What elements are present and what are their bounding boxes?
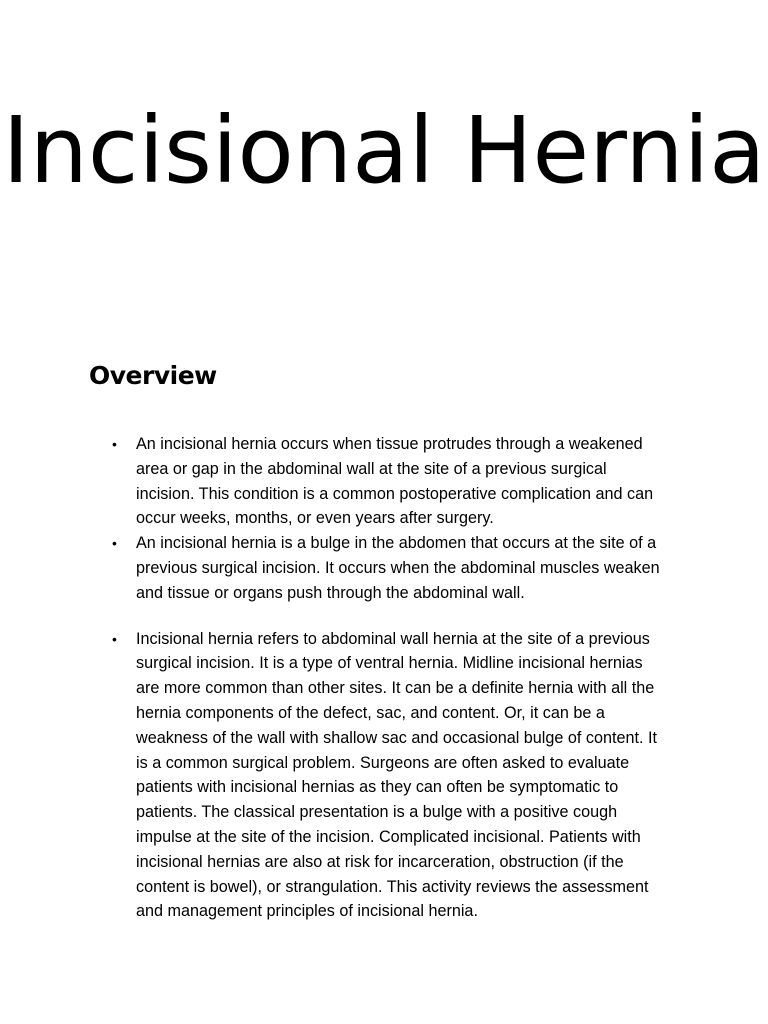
bullet-text: An incisional hernia occurs when tissue protrudes through a weakened area or gap in the abdominal wall at the site of a previous surgical incision. This condition is a common postoperative complication and can occur weeks, months, or even years after surgery. bbox=[136, 435, 654, 528]
list-item bbox=[0, 627, 666, 925]
document-title: Incisional Hernia bbox=[2, 97, 766, 204]
bullet-text: An incisional hernia is a bulge in the abdomen that occurs at the site of a previous surgical incision. It occurs when the abdominal muscles weaken and tissue or organs push through the abdominal wall. bbox=[136, 534, 660, 602]
bullet-icon: • bbox=[112, 630, 117, 647]
bullet-text: Incisional hernia refers to abdominal wall hernia at the site of a previous surgical incision. It is a type of ventral hernia. Midline incisional hernias are more common than other sites. It can be a definite hernia with all the hernia components of the defect, sac, and content. Or, it can be a weakness of the wall with shallow sac and occasional bulge of content. It is a common surgical problem. Surgeons are often asked to evaluate patients with incisional hernias as they can often be symptomatic to patients. The classical presentation is a bulge with a positive cough impulse at the site of the incision. Complicated incisional. Patients with incisional hernias are also at risk for incarceration, obstruction (if the content is bowel), or strangulation. This activity reviews the assessment and management principles of incisional hernia. bbox=[136, 629, 657, 921]
overview-bullet-list bbox=[0, 432, 768, 924]
bullet-icon: • bbox=[112, 535, 117, 552]
section-heading-overview: Overview bbox=[89, 361, 217, 390]
list-item bbox=[0, 432, 666, 531]
list-item bbox=[0, 531, 666, 605]
bullet-icon: • bbox=[112, 436, 117, 452]
